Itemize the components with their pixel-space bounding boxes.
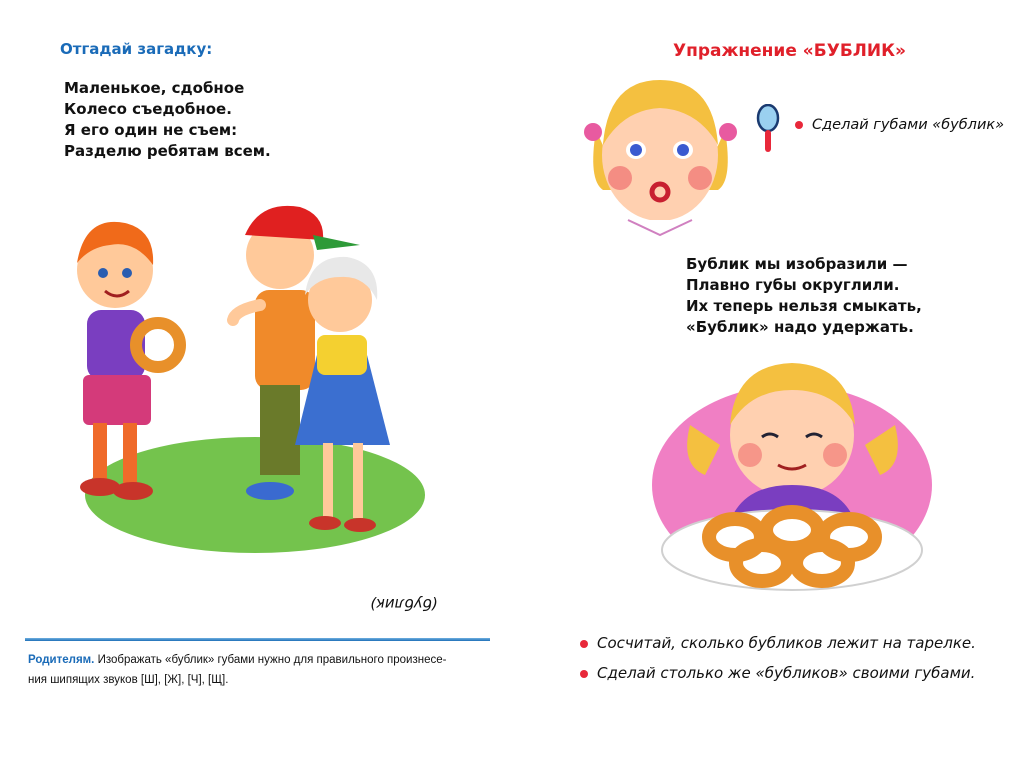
task-list bbox=[580, 628, 976, 688]
parents-note-line2: ния шипящих звуков [Ш], [Ж], [Ч], [Щ]. bbox=[28, 674, 229, 686]
parents-note-line1: Изображать «бублик» губами нужно для правильного произнесе- bbox=[97, 654, 447, 666]
parents-note-lead: Родителям. bbox=[28, 654, 95, 666]
mirror-icon bbox=[756, 104, 780, 156]
bullet-icon bbox=[795, 121, 803, 129]
bullet-icon bbox=[580, 670, 588, 678]
instruction-top bbox=[795, 117, 1004, 133]
task-text: Сделай столько же «бубликов» своими губами. bbox=[597, 664, 976, 682]
riddle-heading: Отгадай загадку: bbox=[60, 40, 213, 58]
riddle-line: Разделю ребятам всем. bbox=[64, 142, 271, 160]
girl-with-bagels-illustration bbox=[650, 345, 935, 605]
riddle-line: Колесо съедобное. bbox=[64, 100, 232, 118]
children-illustration bbox=[55, 195, 435, 560]
section-divider bbox=[25, 638, 490, 641]
riddle-line: Я его один не съем: bbox=[64, 121, 238, 139]
task-item bbox=[580, 628, 976, 658]
task-text: Сосчитай, сколько бубликов лежит на тарелке. bbox=[597, 634, 976, 652]
exercise-heading: Упражнение «БУБЛИК» bbox=[673, 41, 907, 61]
poem-line: Бублик мы изобразили — bbox=[686, 255, 908, 273]
bullet-icon bbox=[580, 640, 588, 648]
parents-note bbox=[28, 650, 498, 690]
riddle-text bbox=[64, 78, 271, 162]
poem-line: Плавно губы округлили. bbox=[686, 276, 900, 294]
instruction-top-text: Сделай губами «бублик» bbox=[812, 117, 1005, 133]
poem-line: Их теперь нельзя смыкать, bbox=[686, 297, 922, 315]
girl-face-illustration bbox=[578, 70, 743, 245]
task-item bbox=[580, 658, 976, 688]
riddle-line: Маленькое, сдобное bbox=[64, 79, 245, 97]
poem-line: «Бублик» надо удержать. bbox=[686, 318, 914, 336]
exercise-poem bbox=[686, 254, 922, 338]
riddle-answer-upside-down: (бублик) bbox=[370, 595, 438, 613]
